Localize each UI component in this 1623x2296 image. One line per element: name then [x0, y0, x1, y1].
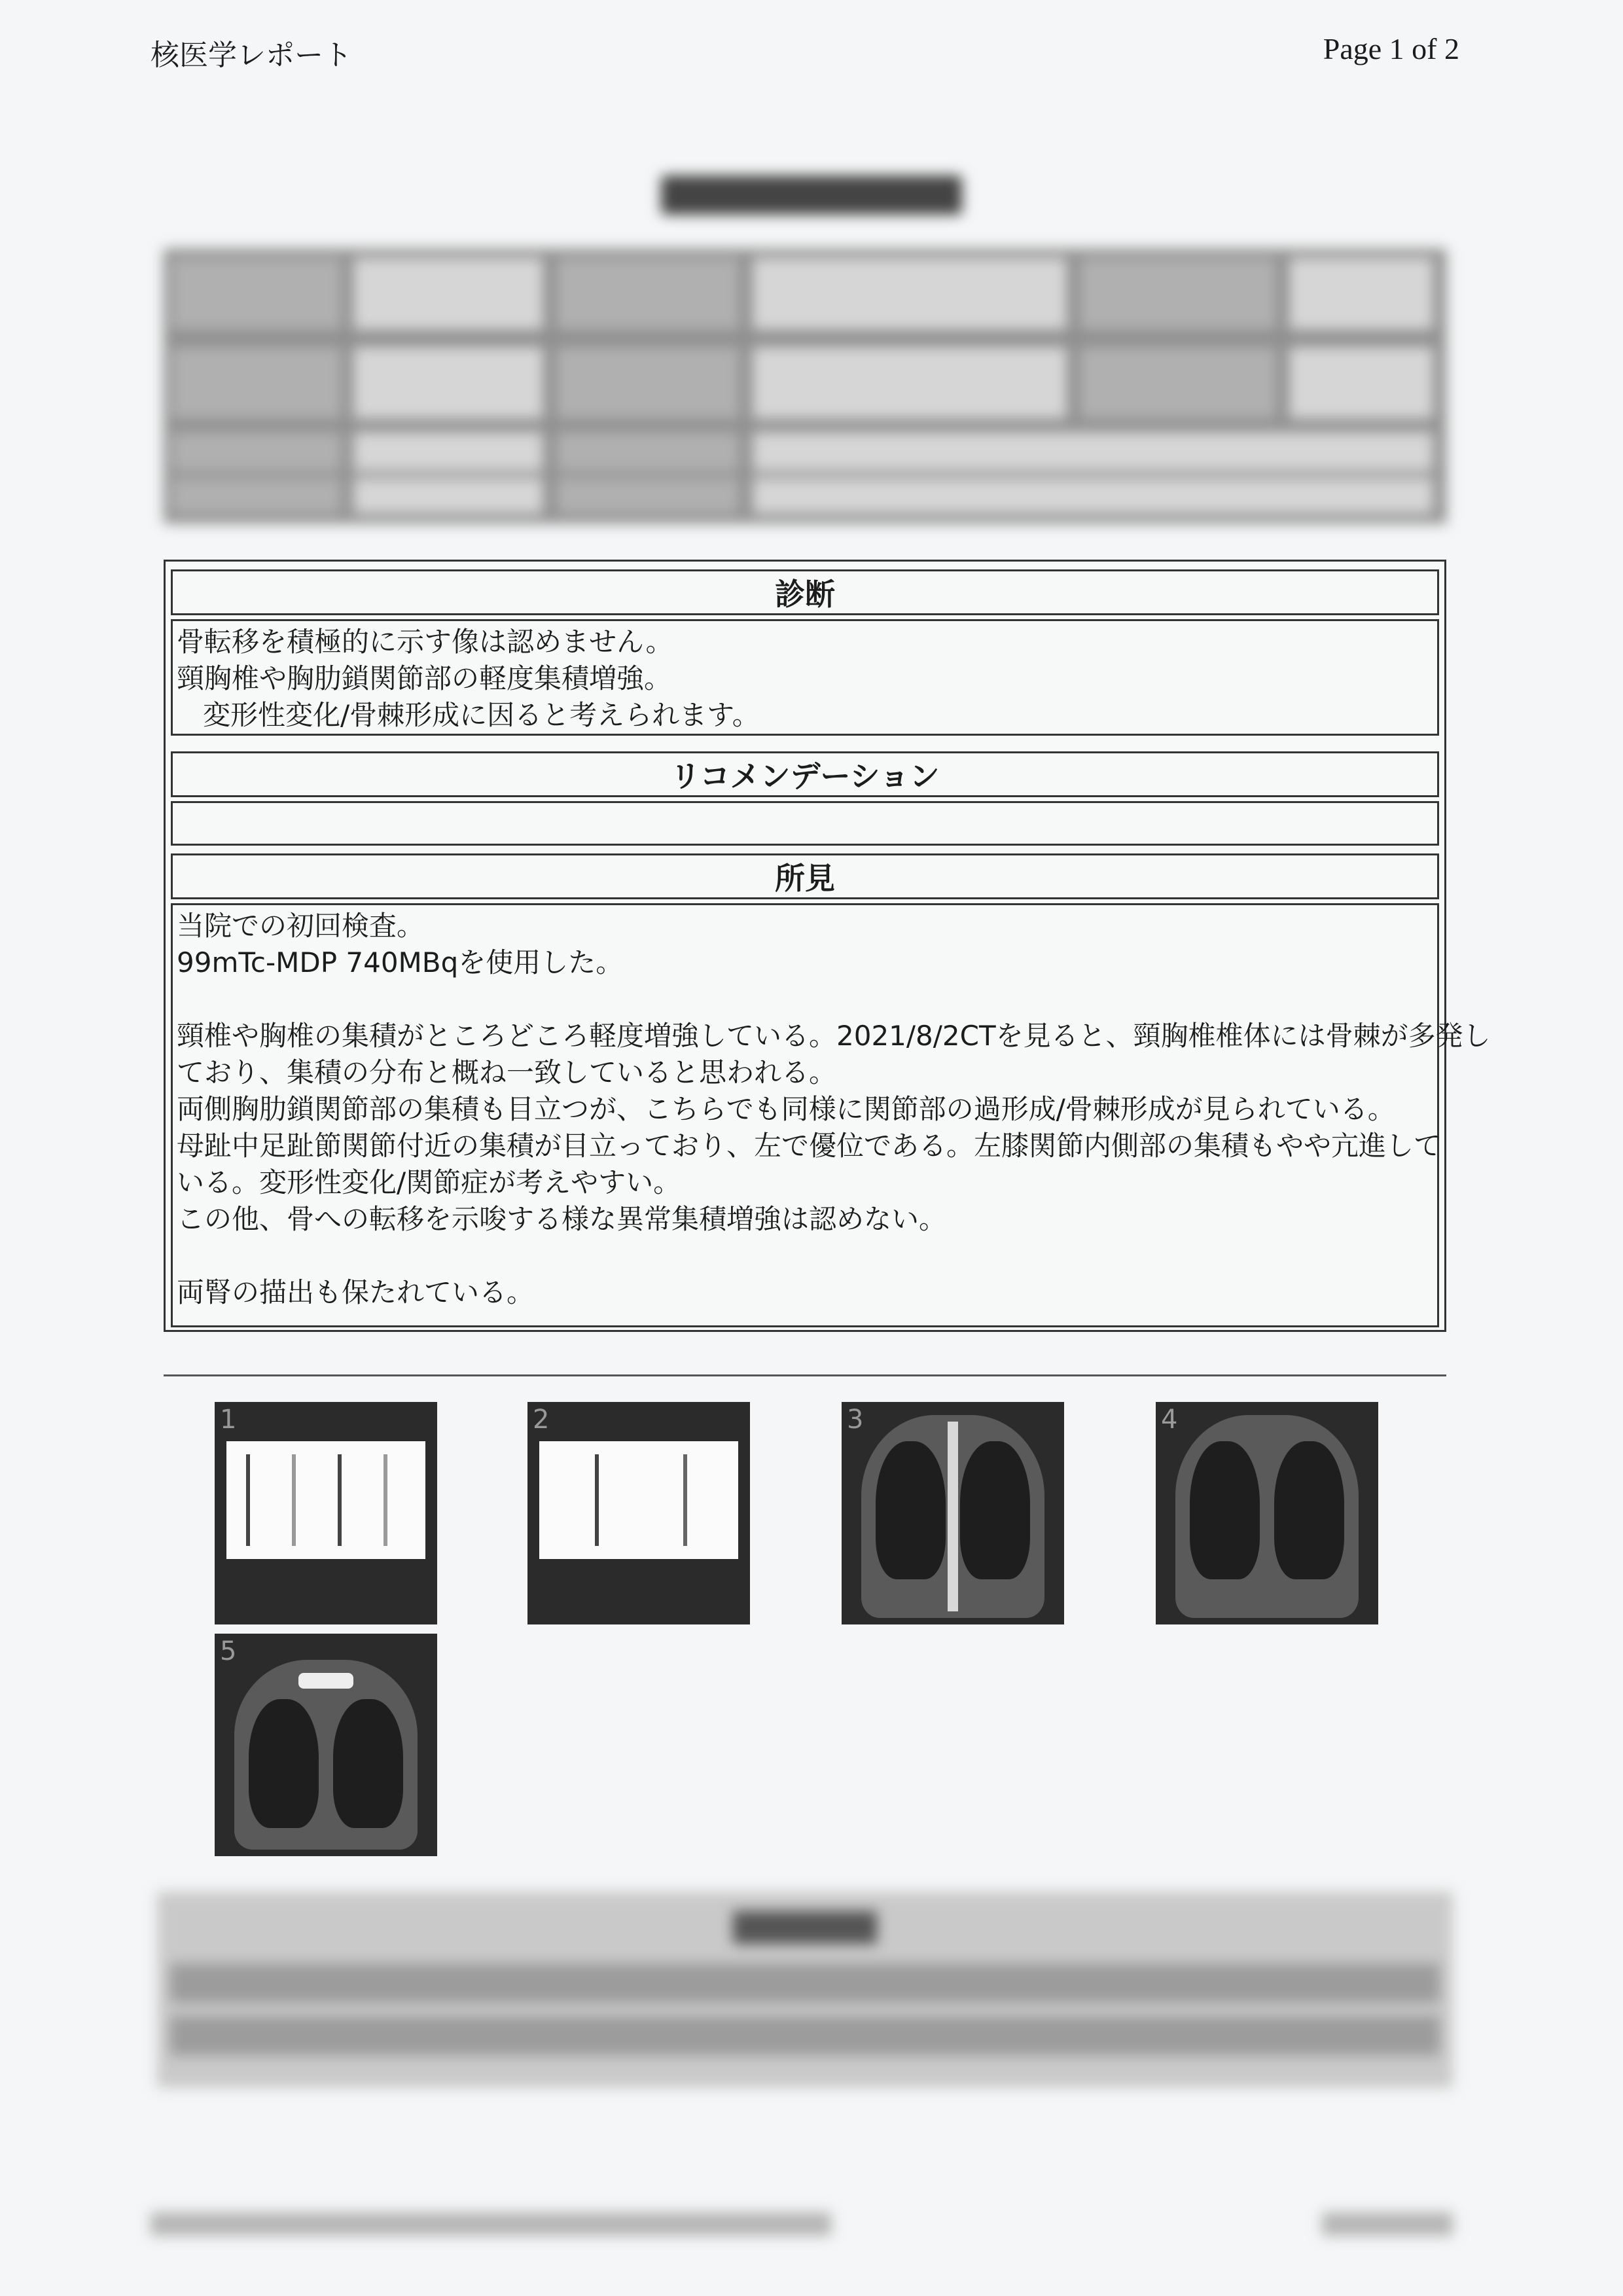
diagnosis-line: 変形性変化/骨棘形成に因ると考えられます。 [203, 699, 760, 731]
ct-thorax [234, 1660, 418, 1850]
image-number: 2 [533, 1405, 550, 1435]
key-image-1[interactable] [215, 1402, 437, 1624]
key-image-4[interactable] [1156, 1402, 1378, 1624]
redacted-footer-right [1322, 2212, 1453, 2236]
report-body [164, 560, 1491, 1332]
findings-text [171, 903, 1491, 1327]
findings-heading: 所見 [171, 853, 1439, 899]
report-title: 核医学レポート [151, 39, 352, 72]
findings-line: 頸椎や胸椎の集積がところどころ軽度増強している。2021/8/2CTを見ると、頸胸椎椎体には骨棘が多発し [177, 1020, 1491, 1052]
redacted-title [661, 175, 962, 215]
ct-thorax [1175, 1415, 1359, 1618]
spect-scan-panel [539, 1441, 738, 1559]
key-image-5[interactable] [215, 1634, 437, 1856]
findings-line: 当院での初回検査。 [177, 910, 425, 942]
image-number: 1 [220, 1405, 237, 1435]
section-divider [164, 1374, 1446, 1376]
diagnosis-line: 骨転移を積極的に示す像は認めません。 [177, 626, 673, 658]
page-indicator: Page 1 of 2 [1323, 32, 1459, 65]
image-number: 3 [847, 1405, 864, 1435]
findings-line: 両側胸肋鎖関節部の集積も目立つが、こちらでも同様に関節部の過形成/骨棘形成が見られている。 [177, 1093, 1395, 1125]
diagnosis-heading: 診断 [171, 569, 1439, 615]
bone-scan-panel [226, 1441, 425, 1559]
findings-line: ており、集積の分布と概ね一致していると思われる。 [177, 1056, 837, 1088]
redacted-patient-table [164, 249, 1446, 524]
key-image-2[interactable] [527, 1402, 750, 1624]
key-image-3[interactable] [842, 1402, 1064, 1624]
diagnosis-line: 頸胸椎や胸肋鎖関節部の軽度集積増強。 [177, 662, 672, 694]
image-number: 4 [1161, 1405, 1178, 1435]
ct-thorax [861, 1415, 1044, 1618]
redacted-footer-left [151, 2212, 831, 2236]
findings-line: 両腎の描出も保たれている。 [177, 1276, 535, 1308]
redacted-signature-table [157, 1892, 1453, 2088]
findings-line: 母趾中足趾節関節付近の集積が目立っており、左で優位である。左膝関節内側部の集積もやや亢進して [177, 1130, 1442, 1162]
diagnosis-text [171, 619, 1439, 736]
findings-blank-line [177, 981, 1433, 1018]
recommendation-text [171, 801, 1439, 846]
findings-blank-line [177, 1238, 1433, 1274]
findings-line: 99mTc-MDP 740MBqを使用した。 [177, 946, 624, 978]
findings-line: いる。変形性変化/関節症が考えやすい。 [177, 1166, 681, 1198]
recommendation-heading: リコメンデーション [171, 751, 1439, 797]
image-number: 5 [220, 1636, 237, 1666]
findings-line: この他、骨への転移を示唆する様な異常集積増強は認めない。 [177, 1203, 947, 1235]
